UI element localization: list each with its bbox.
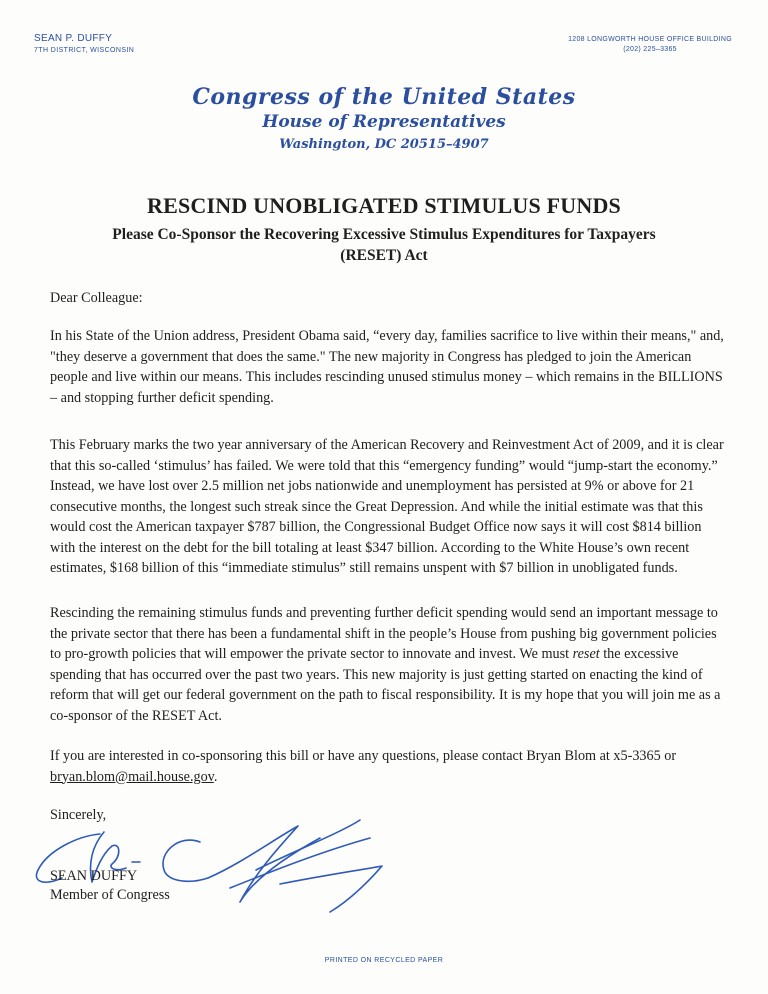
member-name: SEAN P. DUFFY [34, 33, 113, 44]
paragraph-1: In his State of the Union address, President Obama said, “every day, families sacrifice to live within their means," and, "they deserve a government that does the same." The new majority in Congress has pledged to join the American people and live within our means. This includes rescinding unused stimulus money – which remains in the BILLIONS – and stopping further deficit spending. [50, 328, 724, 406]
letter-title: RESCIND UNOBLIGATED STIMULUS FUNDS [147, 193, 621, 218]
paragraph-3-text-a: Rescinding the remaining stimulus funds and preventing further deficit spending would send an important message to the private sector that there has been a fundamental shift in the people’s House from pushing big government policies to pro-growth policies that will empower the private sector to innovate and invest. We must [50, 605, 718, 662]
letterhead-address: Washington, DC 20515–4907 [279, 137, 489, 152]
office-header [568, 35, 732, 55]
signer-name: SEAN DUFFY [50, 868, 138, 884]
member-district: 7TH DISTRICT, WISCONSIN [34, 47, 135, 54]
closing: Sincerely, [50, 807, 107, 823]
paragraph-4 [50, 746, 730, 787]
letterhead-congress: Congress of the United States [192, 84, 576, 110]
paragraph-4-end: . [213, 768, 218, 785]
letterhead-house: House of Representatives [262, 112, 506, 132]
paragraph-3 [50, 603, 730, 726]
greeting: Dear Colleague: [50, 290, 143, 306]
paragraph-3-emphasis: reset [572, 646, 600, 662]
office-address: 1208 LONGWORTH HOUSE OFFICE BUILDING [568, 36, 732, 43]
letter-subtitle: Please Co-Sponsor the Recovering Excessive Stimulus Expenditures for Taxpayers (RESET) Act [112, 226, 656, 264]
signer-title: Member of Congress [50, 887, 170, 903]
paragraph-4-text: If you are interested in co-sponsoring this bill or have any questions, please contact Bryan Blom at x5-3365 or [50, 748, 677, 764]
member-header [34, 33, 134, 57]
paragraph-2: This February marks the two year anniversary of the American Recovery and Reinvestment Act of 2009, and it is clear that this so-called ‘stimulus’ has failed. We were told that this “emergency funding” would “jump-start the economy.” Instead, we have lost over 2.5 million net jobs nationwide and unemployment has persisted at 9% or above for 21 consecutive months, the longest such streak since the Great Depression. And while the initial estimate was that this would cost the American taxpayer $787 billion, the Congressional Budget Office now says it will cost $814 billion with the interest on the debt for the bill totaling at least $347 billion. According to the White House’s own recent estimates, $168 billion of this “immediate stimulus” still remains unspent with $7 billion in unobligated funds. [50, 437, 724, 576]
contact-email-link[interactable]: bryan.blom@mail.house.gov [50, 768, 214, 785]
recycled-paper-note: PRINTED ON RECYCLED PAPER [324, 957, 444, 964]
office-phone: (202) 225–3365 [623, 46, 677, 53]
paragraph-3-text-b: the excessive spending that has occurred over the past two years. This new majority is just getting started on enacting the kind of reform that will get our federal government on the path to fiscal responsibility. It is my hope that you will join me as a co-sponsor of the RESET Act. [50, 646, 721, 724]
